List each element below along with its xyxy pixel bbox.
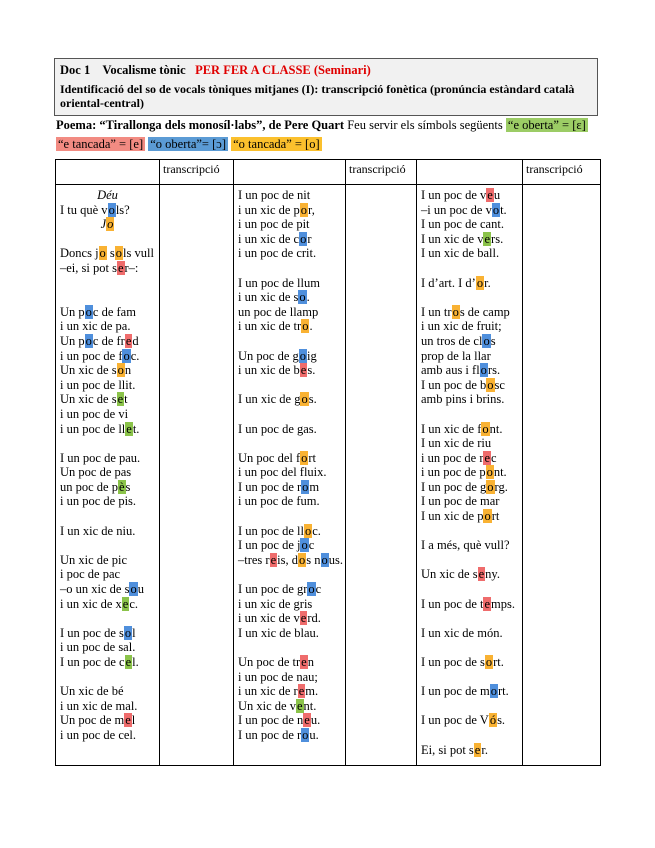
poem-column-2 — [234, 185, 346, 766]
vowel-highlight: o — [299, 552, 306, 567]
vowel-highlight: o — [299, 290, 306, 305]
poem-line: I un poc de groc — [238, 582, 322, 597]
stanza-gap — [238, 378, 341, 393]
stanza-gap — [421, 611, 518, 626]
poem-line: I un poc de pau. — [60, 450, 141, 465]
vowel-highlight: e — [122, 596, 129, 611]
poem-line: i un poc de crit. — [238, 246, 317, 261]
stanza-gap — [60, 232, 155, 247]
poem-line: i un poc de pont. — [421, 465, 507, 480]
poem-line: i un xic de rem. — [238, 684, 319, 699]
poem-line: Un poc de fred — [60, 333, 139, 348]
poem-line: I un poc de temps. — [421, 596, 516, 611]
poem-line: Un poc de mel — [60, 713, 136, 728]
header-title-line — [60, 62, 592, 78]
poem-line: i un xic de fruit; — [421, 319, 502, 334]
header-cell-empty-1 — [56, 160, 160, 185]
vowel-highlight: e — [125, 655, 132, 669]
vowel-highlight: o — [301, 392, 308, 407]
stanza-gap — [421, 407, 518, 422]
vowel-highlight: e — [126, 421, 132, 436]
poem-line: I un xic de font. — [421, 421, 503, 436]
vowel-highlight: e — [117, 392, 124, 407]
vowel-highlight: o — [484, 509, 491, 524]
poem-line: I un poc de llum — [238, 275, 320, 290]
poem-line: i poc de pac — [60, 567, 121, 582]
poem-line: I un xic de blau. — [238, 625, 319, 640]
poem-line: I un poc de mar — [421, 494, 500, 509]
stanza-gap — [238, 407, 341, 422]
stanza-gap — [238, 640, 341, 655]
poem-line: I tu què vols? — [60, 202, 130, 217]
header-subtitle: Identificació del so de vocals tòniques mitjanes (I): transcripció fonètica (pronúncia estàndard català oriental-central) — [60, 82, 575, 110]
stanza-gap — [60, 290, 155, 305]
stanza-gap — [238, 567, 341, 582]
vowel-highlight: o — [85, 333, 92, 348]
table-body-row — [56, 185, 601, 766]
vowel-highlight: o — [300, 231, 307, 246]
vowel-highlight: e — [270, 552, 277, 567]
poem-line: i un poc de rec — [421, 450, 497, 465]
poem-line: Un poc de fam — [60, 304, 136, 319]
poem-line: I un xic de port — [421, 509, 500, 524]
vowel-highlight: e — [484, 596, 491, 611]
poem-column-3 — [417, 185, 523, 766]
poem-line: amb aus i flors. — [421, 363, 501, 378]
poem-line: I un xic de gos. — [238, 392, 317, 407]
poem-line: I un poc de rom — [238, 479, 320, 494]
poem-line: I un poc de gas. — [238, 421, 317, 436]
poem-line: i un xic de verd. — [238, 611, 321, 626]
vowel-highlight: o — [117, 363, 124, 378]
stanza-gap — [60, 611, 155, 626]
transcription-table — [55, 159, 601, 766]
poem-line: I un tros de camp — [421, 304, 510, 319]
poem-line: I un poc de veu — [421, 188, 501, 202]
vowel-highlight: o — [130, 582, 137, 597]
poem-label: Poema: — [56, 118, 97, 132]
poem-line: i un poc de pit — [238, 217, 310, 232]
vowel-highlight: o — [85, 304, 92, 319]
legend-o-tancada: “o tancada” = [o] — [233, 137, 320, 151]
stanza-gap — [421, 553, 518, 568]
poem-line: i un xic de xec. — [60, 596, 139, 611]
vowel-highlight: e — [478, 567, 485, 582]
legend-e-oberta: “e oberta” = [ɛ] — [507, 118, 586, 132]
vowel-highlight: o — [452, 304, 459, 319]
poem-line: I un poc de Vós. — [421, 713, 506, 728]
poem-line: Un poc de goig — [238, 348, 317, 363]
poem-line: I un poc de bosc — [421, 377, 505, 392]
vowel-highlight: ó — [489, 713, 497, 728]
stanza-gap — [238, 261, 341, 276]
poem-line: I un xic de vers. — [421, 231, 504, 246]
stanza-gap — [60, 670, 155, 685]
vowel-highlight: o — [487, 377, 494, 392]
vowel-highlight: o — [302, 727, 309, 742]
vowel-highlight: o — [123, 348, 130, 363]
vowel-highlight: e — [484, 450, 491, 465]
poem-line: I un poc de sol — [60, 625, 136, 640]
poem-line: i un poc de vi — [60, 406, 129, 421]
poem-line: I un xic de riu — [421, 436, 492, 451]
vowel-highlight: o — [302, 479, 309, 494]
poem-line: i un xic de tro. — [238, 319, 313, 334]
stanza-gap — [421, 290, 518, 305]
vowel-highlight: e — [296, 698, 303, 713]
doc-label: Doc 1 — [60, 63, 91, 77]
vowel-highlight: o — [124, 625, 132, 640]
poem-line: Doncs jo sols vull — [60, 246, 154, 261]
vowel-highlight: e — [125, 333, 132, 348]
poem-line: I un poc de cant. — [421, 217, 504, 232]
poem-line: i un poc de fum. — [238, 494, 320, 509]
stanza-gap — [421, 582, 518, 597]
stanza-gap — [60, 276, 155, 291]
vowel-highlight: o — [308, 582, 315, 597]
vowel-highlight: o — [492, 202, 500, 217]
vowel-highlight: o — [480, 363, 487, 378]
seminar-label: PER FER A CLASSE (Seminari) — [195, 63, 371, 77]
poem-line: –i un poc de vot. — [421, 202, 507, 217]
stanza-gap — [60, 538, 155, 553]
poem-line: –ei, si pot ser–: — [60, 260, 139, 275]
poem-line: un poc de pès — [60, 479, 131, 494]
poem-line: i un xic de por, — [238, 202, 315, 217]
poem-line: i un poc de cel. — [60, 727, 137, 742]
poem-line: I un poc de mort. — [421, 684, 509, 699]
transcription-cell-2[interactable] — [346, 185, 417, 766]
poem-line: Un xic de seny. — [421, 567, 500, 582]
poem-line: un tros de clos — [421, 333, 496, 348]
vowel-highlight: o — [490, 684, 497, 699]
poem-line: i un xic de so. — [238, 290, 310, 305]
vowel-highlight: o — [108, 202, 115, 217]
vowel-highlight: o — [476, 275, 484, 290]
vowel-highlight: e — [300, 611, 307, 626]
poem-line: i un poc de llit. — [60, 377, 136, 392]
poem-line: i un poc de pis. — [60, 494, 137, 509]
poem-line: i un poc de foc. — [60, 348, 140, 363]
vowel-highlight: o — [485, 655, 493, 669]
header-cell-empty-2 — [234, 160, 346, 185]
stanza-gap — [238, 436, 341, 451]
poem-line: Déu — [97, 188, 118, 202]
stanza-gap — [421, 640, 518, 655]
poem-line: prop de la llar — [421, 348, 491, 363]
poem-line: Un poc de tren — [238, 655, 314, 669]
vowel-highlight: e — [300, 363, 307, 378]
poem-line: un poc de llamp — [238, 304, 319, 319]
vowel-highlight: e — [125, 713, 131, 728]
poem-line: I a més, què vull? — [421, 538, 510, 553]
poem-line: I un poc de nit — [238, 188, 311, 202]
legend-o-oberta: “o oberta”= [ɔ] — [150, 137, 226, 151]
poem-line: amb pins i brins. — [421, 392, 505, 407]
stanza-gap — [421, 728, 518, 743]
poem-line: Un poc de pas — [60, 465, 132, 480]
document-header — [54, 58, 598, 116]
vowel-highlight: o — [107, 217, 114, 232]
table-header-row — [56, 160, 601, 185]
vowel-highlight: o — [301, 450, 308, 465]
topic: Vocalisme tònic — [102, 63, 186, 77]
poem-line: I un xic de ball. — [421, 246, 500, 261]
vowel-highlight: o — [302, 319, 309, 334]
vowel-highlight: o — [299, 348, 306, 363]
stanza-gap — [238, 509, 341, 524]
poem-line: Ei, si pot ser. — [421, 742, 488, 757]
poem-line: I un poc de lloc. — [238, 523, 321, 538]
poem-line: i un poc de nau; — [238, 669, 318, 684]
poem-line: I un poc de joc — [238, 538, 315, 553]
transcription-cell-3[interactable] — [523, 185, 601, 766]
poem-line: I un poc de cel. — [60, 655, 139, 669]
poem-line: i un xic de gris — [238, 596, 313, 611]
vowel-highlight: è — [118, 479, 125, 494]
poem-title: “Tirallonga dels monosíl·labs”, de Pere Quart — [99, 118, 345, 132]
stanza-gap — [421, 261, 518, 276]
poem-line: Un xic de vent. — [238, 698, 317, 713]
vowel-highlight: o — [99, 246, 106, 261]
poem-line: Un xic de pic — [60, 552, 127, 567]
poem-column-1 — [56, 185, 160, 766]
vowel-highlight: e — [474, 742, 481, 757]
header-transcription-3: transcripció — [523, 160, 601, 185]
poem-line: –o un xic de sou — [60, 582, 144, 597]
poem-line: I un poc de neu. — [238, 713, 321, 728]
poem-line: Jo — [100, 217, 114, 232]
legend-e-tancada: “e tancada” = [e] — [58, 137, 144, 151]
vowel-highlight: o — [115, 246, 123, 261]
stanza-gap — [238, 334, 341, 349]
poem-line: I un poc de rou. — [238, 727, 319, 742]
vowel-highlight: e — [484, 231, 491, 246]
vowel-highlight: e — [301, 655, 307, 669]
poem-line: i un xic de pa. — [60, 319, 131, 334]
vowel-highlight: o — [300, 202, 308, 217]
stanza-gap — [421, 524, 518, 539]
poem-line: Un xic de set — [60, 392, 128, 407]
vowel-highlight: o — [482, 421, 489, 436]
vowel-highlight: o — [301, 538, 308, 553]
stanza-gap — [60, 436, 155, 451]
poem-line: I un xic de niu. — [60, 523, 136, 538]
header-cell-empty-3 — [417, 160, 523, 185]
vowel-highlight: e — [304, 713, 310, 728]
header-transcription-2: transcripció — [346, 160, 417, 185]
transcription-cell-1[interactable] — [160, 185, 234, 766]
poem-line: Un poc del fort — [238, 450, 317, 465]
vowel-highlight: o — [304, 523, 312, 538]
poem-line: I un poc de sort. — [421, 655, 504, 669]
poem-line: i un poc de sal. — [60, 640, 136, 655]
stanza-gap — [60, 509, 155, 524]
poem-line: I d’art. I d’or. — [421, 275, 491, 290]
poem-line: Un xic de bé — [60, 684, 124, 699]
poem-line: –tres reis, dos nous. — [238, 552, 343, 567]
poem-line: i un xic de bes. — [238, 363, 316, 378]
vowel-highlight: e — [117, 260, 124, 275]
header-transcription-1: transcripció — [160, 160, 234, 185]
stanza-gap — [421, 670, 518, 685]
poem-line: i un poc del fluix. — [238, 465, 327, 480]
vowel-highlight: o — [487, 479, 494, 494]
vowel-highlight: o — [486, 465, 493, 480]
poem-line: i un xic de mal. — [60, 698, 138, 713]
stanza-gap — [421, 699, 518, 714]
poem-instructions — [56, 116, 600, 154]
instruction-text: Feu servir els símbols següents — [347, 118, 503, 132]
vowel-highlight: e — [298, 684, 305, 699]
vowel-highlight: o — [321, 552, 328, 567]
vowel-highlight: e — [487, 188, 493, 202]
poem-line: I un xic de món. — [421, 625, 503, 640]
poem-line: I un poc de gorg. — [421, 479, 508, 494]
poem-line: i un poc de llet. — [60, 421, 140, 436]
vowel-highlight: o — [483, 333, 490, 348]
poem-line: Un xic de son — [60, 363, 132, 378]
poem-line: i un xic de cor — [238, 231, 312, 246]
